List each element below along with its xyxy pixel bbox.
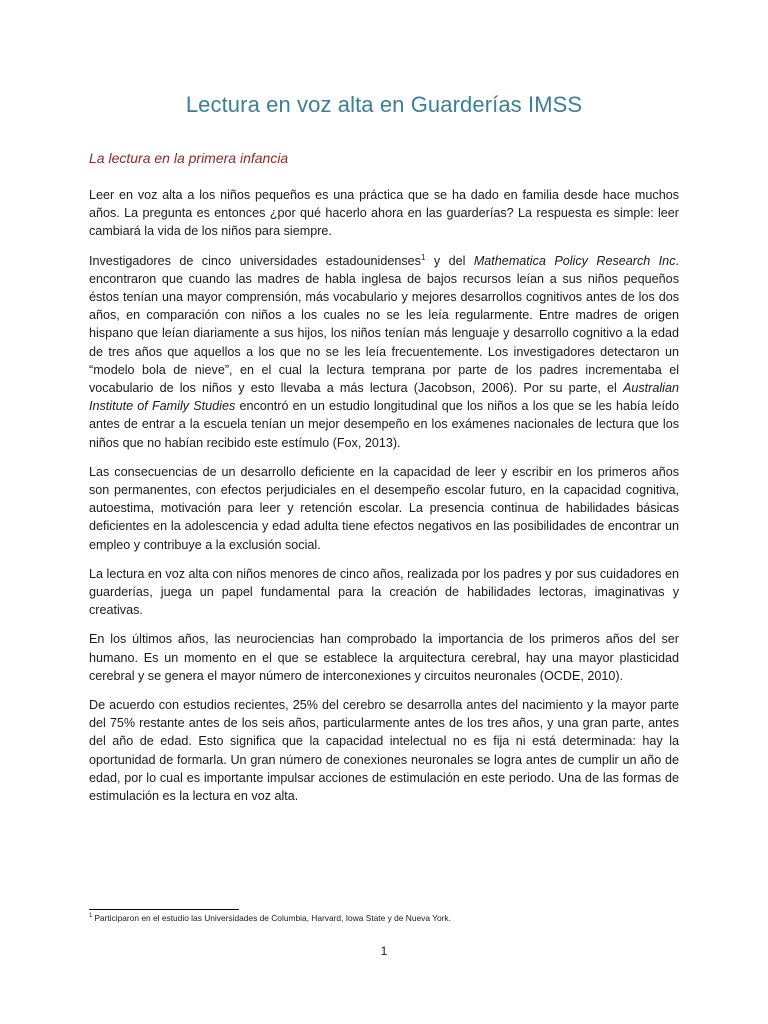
paragraph-2-text-c: . encontraron que cuando las madres de habla inglesa de bajos recursos leían a sus niños pequeños éstos tenían una mayor comprensión, más vocabulario y mejores desarrollos cognitivos antes de los dos años, en comparación con niños a los cuales no se les leía regularmente. Entre madres de origen hispano que leían diariamente a sus hijos, los niños tenían más lenguaje y desarrollo cognitivo a la edad de tres años que aquellos a los que no se les leía frecuentemente. Los investigadores detectaron un “modelo bola de nieve”, en el cual la lectura temprana por parte de los padres incrementaba el vocabulario de los niños y esto llevaba a más lectura (Jacobson, 2006). Por su parte, el [89, 253, 679, 396]
section-heading: La lectura en la primera infancia [89, 150, 289, 166]
document-title: Lectura en voz alta en Guarderías IMSS [185, 92, 583, 117]
body-text [89, 186, 679, 816]
paragraph-6: De acuerdo con estudios recientes, 25% del cerebro se desarrolla antes del nacimiento y la mayor parte del 75% restante antes de los seis años, particularmente antes de los tres años, y una gran parte, antes del año de edad. Esto significa que la capacidad intelectual no es fija ni está determinada: hay la oportunidad de formarla. Un gran número de conexiones neuronales se logra antes de cumplir un año de edad, por lo cual es importante impulsar acciones de estimulación en este periodo. Una de las formas de estimulación es la lectura en voz alta. [89, 698, 679, 804]
footnote-divider [89, 909, 239, 910]
paragraph-2-text-d: encontró en un estudio longitudinal que los niños a los que se les había leído antes de entrar a la escuela tenían un mejor desempeño en los exámenes nacionales de lectura que los niños que no habían recibido este estímulo (Fox, 2013). [89, 399, 679, 450]
footnote-text: Participaron en el estudio las Universidades de Columbia, Harvard, Iowa State y de Nueva York. [94, 913, 451, 923]
page-number: 1 [380, 944, 388, 958]
paragraph-1: Leer en voz alta a los niños pequeños es una práctica que se ha dado en familia desde hace muchos años. La pregunta es entonces ¿por qué hacerlo ahora en las guarderías? La respuesta es simple: leer cambiará la vida de los niños para siempre. [89, 188, 679, 239]
paragraph-5: En los últimos años, las neurociencias han comprobado la importancia de los primeros años del ser humano. Es un momento en el que se establece la arquitectura cerebral, hay una mayor plasticidad cerebral y se genera el mayor número de interconexiones y circuitos neuronales (OCDE, 2010). [89, 632, 679, 683]
paragraph-2-text-a: Investigadores de cinco universidades estadounidenses [89, 253, 421, 268]
paragraph-2 [89, 252, 679, 452]
paragraph-2-italic-b: Australian Institute of Family Studies [89, 381, 679, 414]
paragraph-2-italic-a: Mathematica Policy Research Inc [473, 253, 676, 268]
footnote-reference[interactable]: 1 [420, 252, 426, 262]
paragraph-4: La lectura en voz alta con niños menores de cinco años, realizada por los padres y por sus cuidadores en guarderías, juega un papel fundamental para la creación de habilidades lectoras, imaginativas y creativas. [89, 566, 679, 618]
footnote [89, 913, 451, 923]
footnote-marker: 1 [89, 913, 93, 920]
paragraph-3: Las consecuencias de un desarrollo deficiente en la capacidad de leer y escribir en los primeros años son permanentes, con efectos perjudiciales en el desempeño escolar futuro, en la capacidad cognitiva, autoestima, motivación para leer y retención escolar. La presencia continua de habilidades básicas deficientes en la adolescencia y edad adulta tiene efectos negativos en las posibilidades de encontrar un empleo y contribuye a la exclusión social. [89, 464, 679, 552]
paragraph-2-text-b: y del [425, 253, 474, 268]
